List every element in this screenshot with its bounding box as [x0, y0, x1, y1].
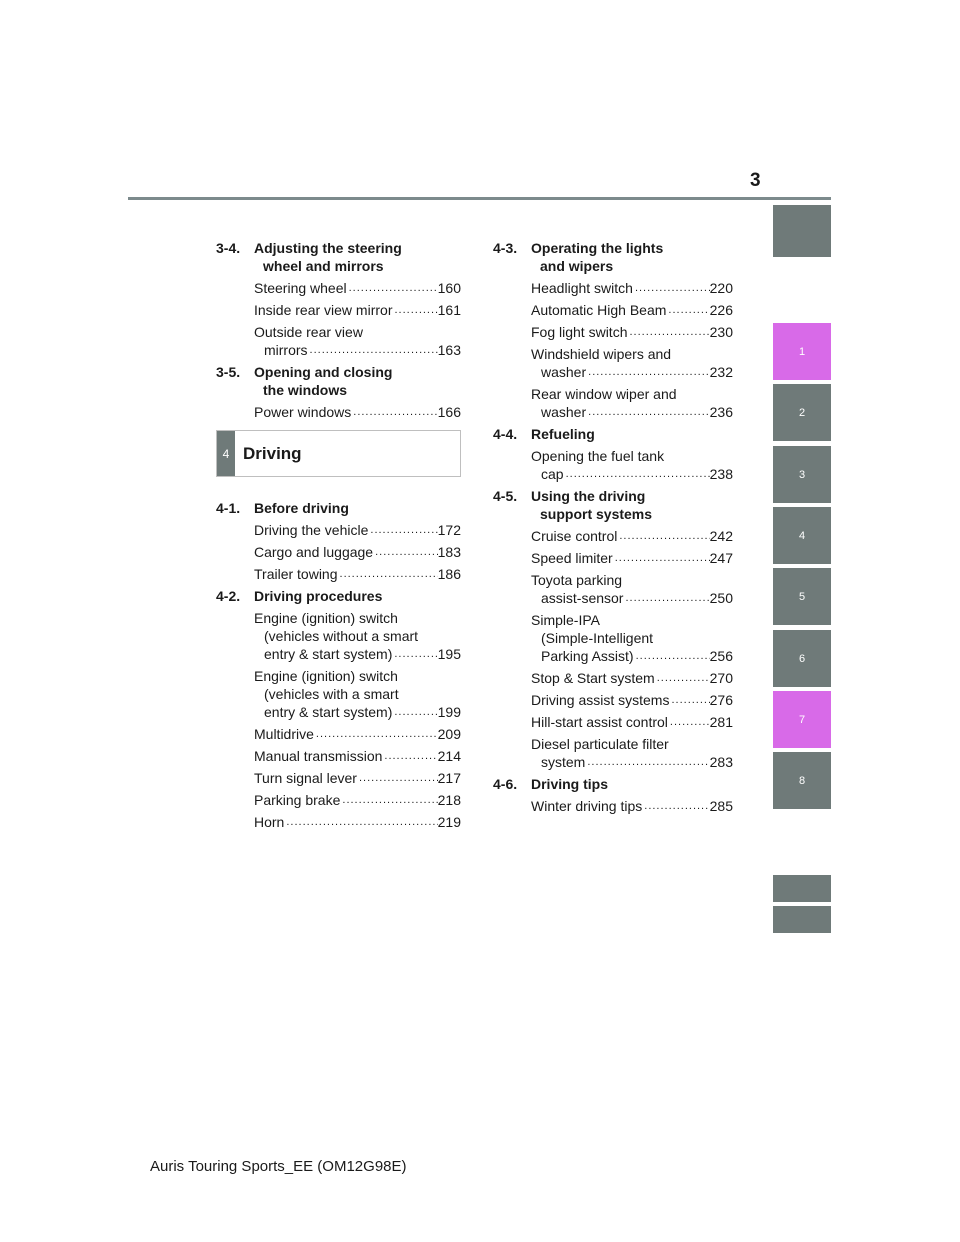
entry-label-line: Diesel particulate filter: [531, 736, 669, 752]
toc-entry[interactable]: [254, 521, 461, 539]
entry-label: Winter driving tips: [531, 798, 643, 814]
entry-label: entry & start system): [264, 704, 393, 720]
header-rule: [128, 197, 831, 200]
toc-entry[interactable]: [254, 769, 461, 787]
section-heading: [216, 363, 461, 399]
entry-page: 166: [437, 404, 461, 420]
section-title: Using the driving: [531, 488, 646, 504]
chapter-tab-label: 8: [798, 774, 806, 787]
entry-page: 270: [709, 670, 733, 686]
section-title: Opening and closing: [254, 364, 393, 380]
toc-entry[interactable]: [531, 611, 733, 665]
entry-page: 214: [437, 748, 461, 764]
entry-label: system: [541, 754, 586, 770]
leader-dots: [586, 363, 710, 381]
leader-dots: [633, 279, 710, 297]
entry-label: Automatic High Beam: [531, 302, 667, 318]
toc-entry[interactable]: [254, 813, 461, 831]
entry-label: Manual transmission: [254, 748, 383, 764]
entry-label: Fog light switch: [531, 324, 628, 340]
toc-entry[interactable]: [254, 301, 461, 319]
entry-page: 218: [437, 792, 461, 808]
toc-entry[interactable]: [531, 713, 733, 731]
entry-label-line: (vehicles with a smart: [264, 686, 399, 702]
section-number: 4-3.: [493, 240, 518, 256]
entry-page: 186: [437, 566, 461, 582]
toc-entry[interactable]: [531, 669, 733, 687]
entry-page: 220: [709, 280, 733, 296]
footer-manual-id: Auris Touring Sports_EE (OM12G98E): [150, 1158, 407, 1175]
chapter-tab-3[interactable]: [773, 446, 831, 503]
chapter-tab-label: 4: [798, 529, 806, 542]
entry-page: 199: [437, 704, 461, 720]
entry-label: mirrors: [264, 342, 308, 358]
toc-entry[interactable]: [531, 527, 733, 545]
entry-label: Inside rear view mirror: [254, 302, 393, 318]
chapter-tab-blank-top[interactable]: [773, 205, 831, 257]
entry-label-line: (Simple-Intelligent: [541, 630, 654, 646]
entry-page: 256: [709, 648, 733, 664]
entry-label-line: Windshield wipers and: [531, 346, 672, 362]
entry-label: Horn: [254, 814, 285, 830]
entry-label-line: Engine (ignition) switch: [254, 668, 398, 684]
entry-label: washer: [541, 364, 587, 380]
entry-page: 217: [437, 770, 461, 786]
entry-label: Steering wheel: [254, 280, 347, 296]
entry-label: Hill-start assist control: [531, 714, 668, 730]
entry-label: Power windows: [254, 404, 352, 420]
section-heading: [216, 239, 461, 275]
leader-dots: [340, 791, 437, 809]
chapter-tab-label: 6: [798, 652, 806, 665]
toc-entry[interactable]: [254, 403, 461, 421]
toc-entry[interactable]: [254, 791, 461, 809]
entry-page: 160: [437, 280, 461, 296]
entry-label-line: Toyota parking: [531, 572, 623, 588]
entry-page: 226: [709, 302, 733, 318]
chapter-title: Driving: [243, 443, 302, 463]
toc-entry[interactable]: [254, 747, 461, 765]
entry-page: 242: [709, 528, 733, 544]
leader-dots: [666, 301, 709, 319]
toc-entry[interactable]: [254, 667, 461, 721]
entry-label: Trailer towing: [254, 566, 338, 582]
leader-dots: [585, 753, 709, 771]
toc-entry[interactable]: [531, 549, 733, 567]
entry-page: 230: [709, 324, 733, 340]
entry-label-line: Opening the fuel tank: [531, 448, 665, 464]
chapter-tab-label: 2: [798, 406, 806, 419]
leader-dots: [382, 747, 437, 765]
entry-page: 172: [437, 522, 461, 538]
toc-entry[interactable]: [254, 609, 461, 663]
chapter-tab-5[interactable]: [773, 568, 831, 625]
toc-entry[interactable]: [254, 543, 461, 561]
section-title: Adjusting the steering: [254, 240, 402, 256]
toc-entry[interactable]: [531, 571, 733, 607]
chapter-heading-box: [216, 430, 461, 477]
entry-page: 161: [437, 302, 461, 318]
entry-page: 183: [437, 544, 461, 560]
entry-label-line: Simple-IPA: [531, 612, 600, 628]
entry-label: Cruise control: [531, 528, 618, 544]
leader-dots: [338, 565, 438, 583]
toc-right-column: [493, 239, 733, 819]
section-title: Driving tips: [531, 776, 609, 792]
section-title: Operating the lights: [531, 240, 664, 256]
entry-label: Driving the vehicle: [254, 522, 369, 538]
entry-label: cap: [541, 466, 564, 482]
section-heading: [493, 425, 733, 443]
chapter-tab-label: 1: [798, 345, 806, 358]
toc-entry[interactable]: [531, 345, 733, 381]
section-number: 4-1.: [216, 500, 241, 516]
toc-entry[interactable]: [254, 279, 461, 297]
chapter-tab-4[interactable]: [773, 507, 831, 564]
toc-entry[interactable]: [531, 691, 733, 709]
leader-dots: [351, 403, 437, 421]
chapter-tab-7[interactable]: [773, 691, 831, 748]
leader-dots: [284, 813, 437, 831]
section-title: Before driving: [254, 500, 349, 516]
leader-dots: [564, 465, 710, 483]
entry-page: 281: [709, 714, 733, 730]
section-heading: [493, 239, 733, 275]
leader-dots: [357, 769, 438, 787]
chapter-tab-8[interactable]: [773, 752, 831, 809]
leader-dots: [368, 521, 437, 539]
entry-label: Turn signal lever: [254, 770, 357, 786]
entry-label: Cargo and luggage: [254, 544, 374, 560]
chapter-tab-label: 7: [798, 713, 806, 726]
leader-dots: [347, 279, 438, 297]
entry-label: Stop & Start system: [531, 670, 655, 686]
leader-dots: [634, 647, 710, 665]
entry-label: washer: [541, 404, 587, 420]
leader-dots: [613, 549, 710, 567]
leader-dots: [668, 713, 710, 731]
entry-page: 247: [709, 550, 733, 566]
section-number: 4-4.: [493, 426, 518, 442]
toc-entry[interactable]: [531, 279, 733, 297]
toc-left-column: [216, 239, 461, 835]
leader-dots: [669, 691, 709, 709]
entry-label-line: Engine (ignition) switch: [254, 610, 398, 626]
entry-page: 276: [709, 692, 733, 708]
chapter-tab-label: 3: [798, 468, 806, 481]
entry-page: 283: [709, 754, 733, 770]
entry-page: 195: [437, 646, 461, 662]
section-number: 3-5.: [216, 364, 241, 380]
chapter-tab-blank-index-1[interactable]: [773, 875, 831, 902]
leader-dots: [308, 341, 438, 359]
entry-page: 285: [709, 798, 733, 814]
section-title-cont: the windows: [263, 382, 347, 398]
toc-entry[interactable]: [531, 447, 733, 483]
toc-entry[interactable]: [531, 385, 733, 421]
section-title: Driving procedures: [254, 588, 383, 604]
entry-page: 209: [437, 726, 461, 742]
entry-label: Speed limiter: [531, 550, 613, 566]
section-title-cont: and wipers: [540, 258, 614, 274]
entry-label-line: Outside rear view: [254, 324, 363, 340]
toc-entry[interactable]: [531, 301, 733, 319]
toc-entry[interactable]: [254, 725, 461, 743]
leader-dots: [392, 301, 437, 319]
leader-dots: [623, 589, 709, 607]
leader-dots: [586, 403, 710, 421]
chapter-tab-6[interactable]: [773, 630, 831, 687]
chapter-tab-1[interactable]: [773, 323, 831, 380]
entry-label: assist-sensor: [541, 590, 624, 606]
section-heading: [216, 587, 461, 605]
chapter-tab-blank-index-2[interactable]: [773, 906, 831, 933]
section-heading: [493, 775, 733, 793]
entry-label: Parking Assist): [541, 648, 634, 664]
toc-entry[interactable]: [531, 797, 733, 815]
section-number: 4-2.: [216, 588, 241, 604]
entry-page: 163: [437, 342, 461, 358]
entry-page: 238: [709, 466, 733, 482]
toc-entry[interactable]: [254, 323, 461, 359]
page-number: 3: [750, 170, 761, 191]
leader-dots: [642, 797, 709, 815]
chapter-number: 4: [217, 431, 235, 476]
leader-dots: [627, 323, 709, 341]
leader-dots: [392, 645, 437, 663]
section-title: Refueling: [531, 426, 595, 442]
leader-dots: [314, 725, 438, 743]
entry-page: 236: [709, 404, 733, 420]
entry-page: 219: [437, 814, 461, 830]
chapter-tab-2[interactable]: [773, 384, 831, 441]
leader-dots: [392, 703, 437, 721]
section-title-cont: wheel and mirrors: [263, 258, 384, 274]
entry-page: 232: [709, 364, 733, 380]
section-number: 4-6.: [493, 776, 518, 792]
entry-label-line: Rear window wiper and: [531, 386, 677, 402]
leader-dots: [617, 527, 709, 545]
section-title-cont: support systems: [540, 506, 653, 522]
leader-dots: [373, 543, 438, 561]
chapter-tab-label: 5: [798, 590, 806, 603]
entry-label: Multidrive: [254, 726, 314, 742]
entry-label: entry & start system): [264, 646, 393, 662]
entry-label: Parking brake: [254, 792, 341, 808]
section-number: 3-4.: [216, 240, 241, 256]
section-heading: [493, 487, 733, 523]
entry-label-line: (vehicles without a smart: [264, 628, 419, 644]
toc-entry[interactable]: [254, 565, 461, 583]
section-number: 4-5.: [493, 488, 518, 504]
entry-label: Headlight switch: [531, 280, 633, 296]
toc-entry[interactable]: [531, 323, 733, 341]
entry-page: 250: [709, 590, 733, 606]
toc-entry[interactable]: [531, 735, 733, 771]
entry-label: Driving assist systems: [531, 692, 670, 708]
leader-dots: [655, 669, 710, 687]
section-heading: [216, 499, 461, 517]
